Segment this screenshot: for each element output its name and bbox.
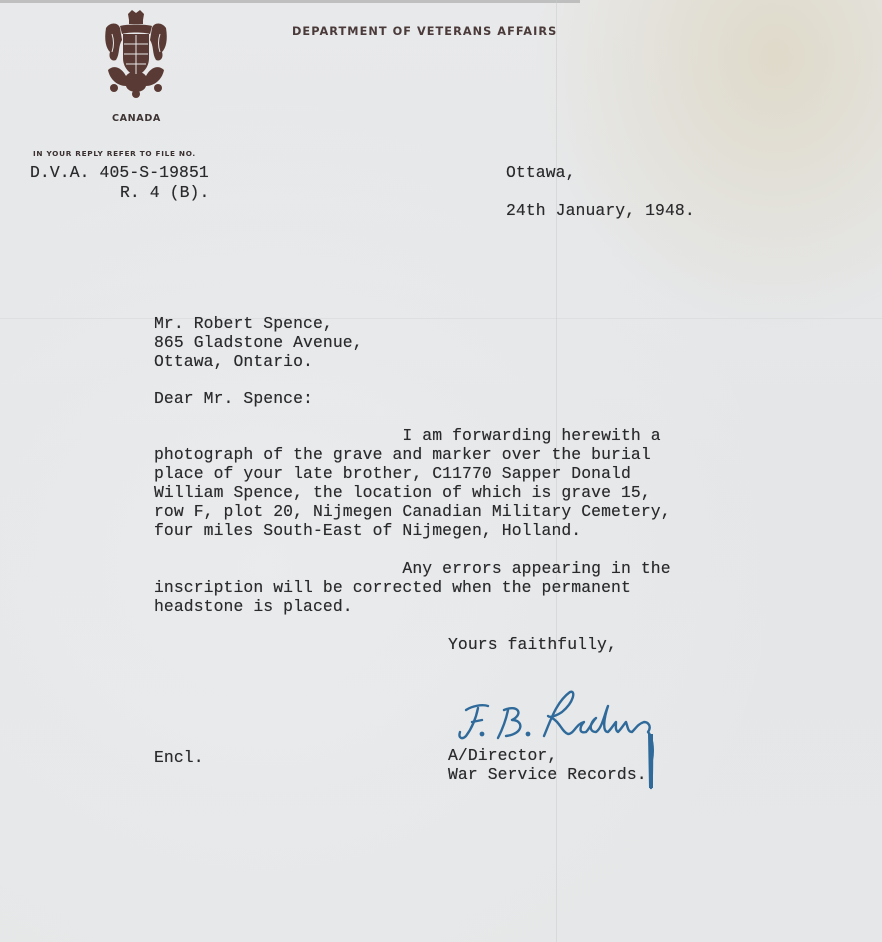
- body-line: I am forwarding herewith a: [154, 426, 661, 445]
- body-line: row F, plot 20, Nijmegen Canadian Military Cemetery,: [154, 502, 671, 521]
- letter-date: 24th January, 1948.: [506, 201, 695, 220]
- body-line: Any errors appearing in the: [154, 559, 671, 578]
- file-subreference: R. 4 (B).: [120, 183, 210, 202]
- signatory-title: A/Director,: [448, 746, 558, 765]
- file-number: D.V.A. 405-S-19851: [30, 163, 209, 182]
- recipient-city: Ottawa, Ontario.: [154, 352, 313, 371]
- department-heading: DEPARTMENT OF VETERANS AFFAIRS: [292, 25, 558, 38]
- reply-reference-label: IN YOUR REPLY REFER TO FILE NO.: [33, 149, 196, 158]
- body-line: four miles South-East of Nijmegen, Holland.: [154, 521, 582, 540]
- paper-fold-horizontal: [0, 318, 882, 319]
- country-label: CANADA: [112, 113, 161, 124]
- body-line: place of your late brother, C11770 Sapper Donald: [154, 464, 631, 483]
- recipient-name: Mr. Robert Spence,: [154, 314, 333, 333]
- body-line: William Spence, the location of which is grave 15,: [154, 483, 651, 502]
- body-line: inscription will be corrected when the permanent: [154, 578, 631, 597]
- enclosure-note: Encl.: [154, 748, 204, 767]
- body-line: headstone is placed.: [154, 597, 353, 616]
- body-line: photograph of the grave and marker over the burial: [154, 445, 651, 464]
- letter-city: Ottawa,: [506, 163, 576, 182]
- recipient-street: 865 Gladstone Avenue,: [154, 333, 363, 352]
- closing: Yours faithfully,: [448, 635, 617, 654]
- signatory-office: War Service Records.: [448, 765, 647, 784]
- coat-of-arms-icon: [100, 10, 172, 98]
- salutation: Dear Mr. Spence:: [154, 389, 313, 408]
- scan-edge: [0, 0, 580, 3]
